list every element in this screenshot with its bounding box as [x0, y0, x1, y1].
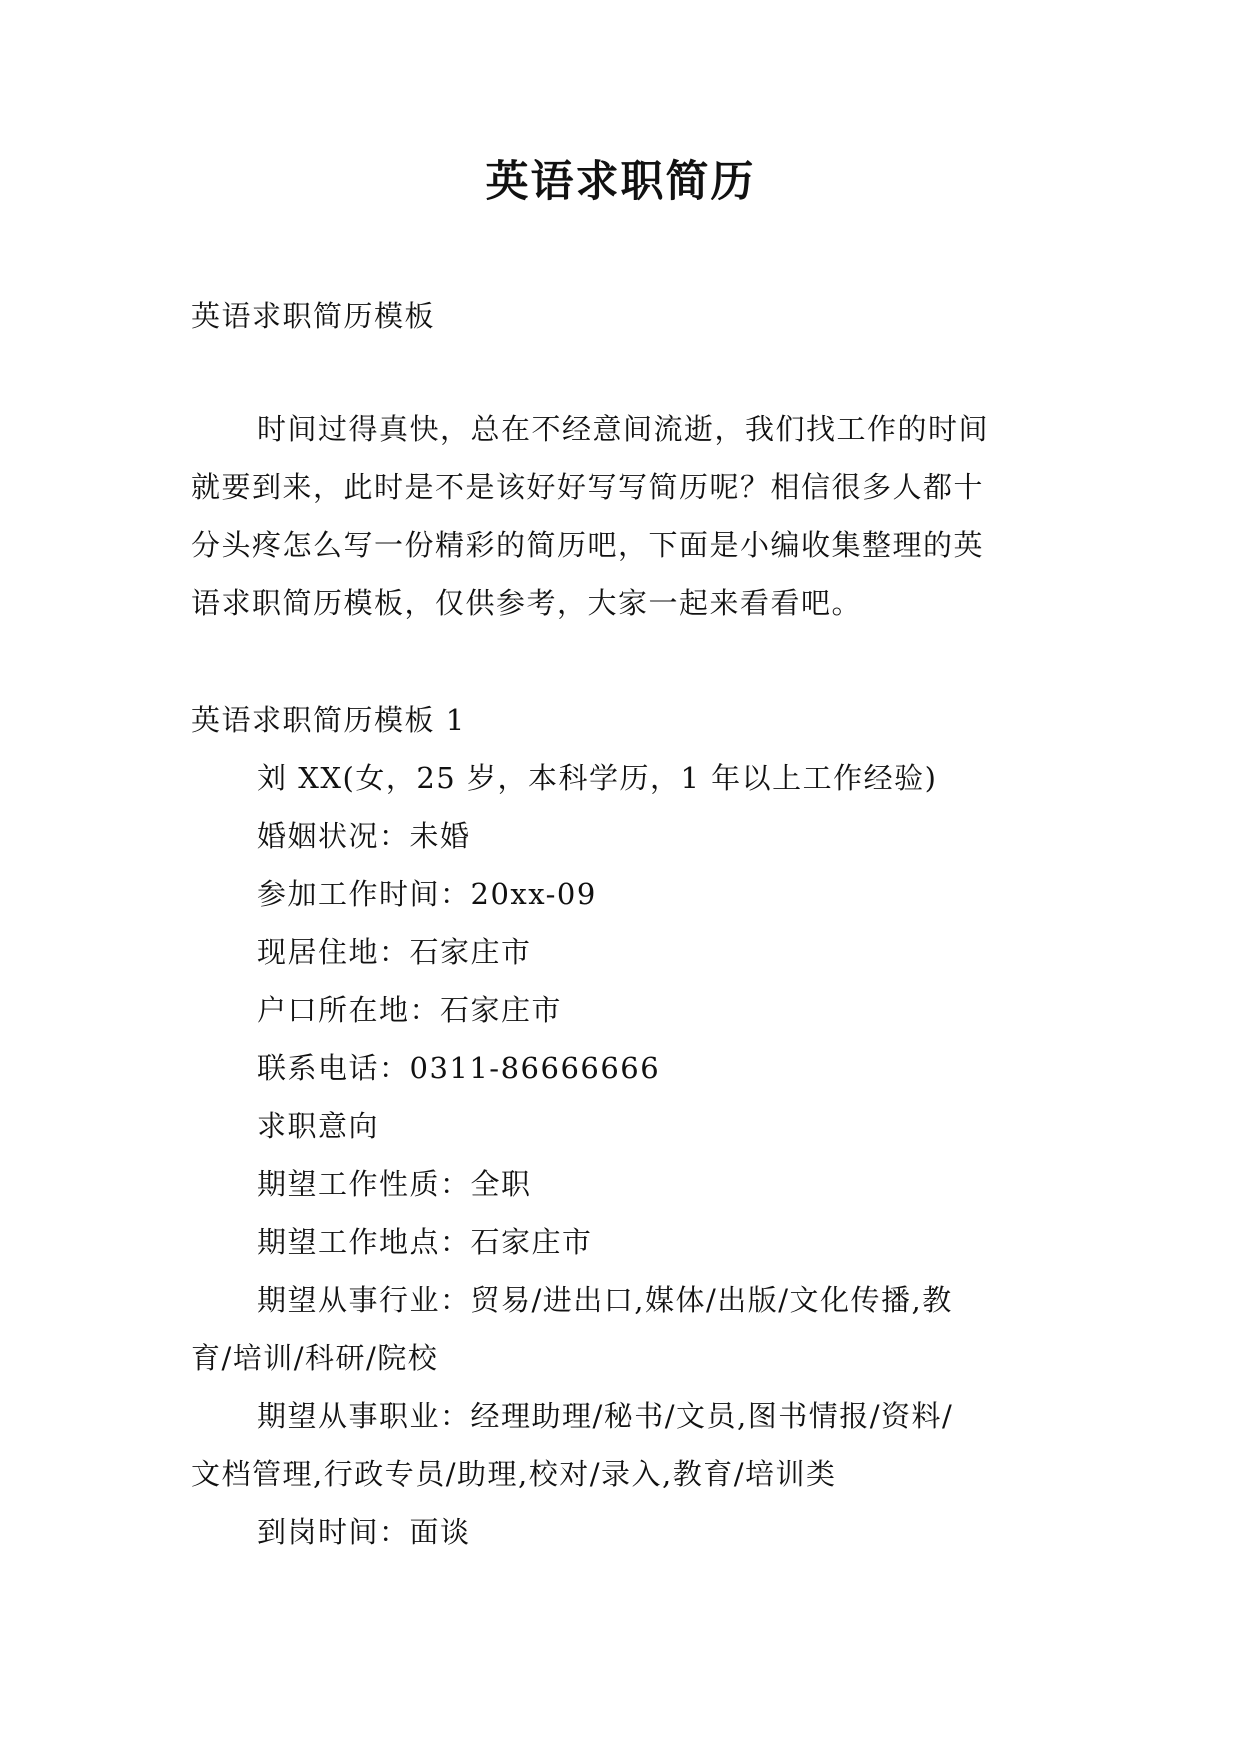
- entry-industry-line-2: 育/培训/科研/院校: [191, 1341, 439, 1375]
- entry-industry-line-1: 期望从事行业：贸易/进出口,媒体/出版/文化传播,教: [257, 1283, 953, 1317]
- subtitle: 英语求职简历模板: [191, 299, 436, 333]
- template-heading: 英语求职简历模板 1: [191, 703, 466, 737]
- entry-marital-status: 婚姻状况：未婚: [257, 819, 471, 853]
- entry-job-location: 期望工作地点：石家庄市: [257, 1225, 593, 1259]
- entry-residence: 现居住地：石家庄市: [257, 935, 532, 969]
- entry-phone: 联系电话：0311-86666666: [257, 1051, 661, 1085]
- entry-hukou: 户口所在地：石家庄市: [257, 993, 563, 1027]
- intro-line-1: 时间过得真快，总在不经意间流逝，我们找工作的时间: [257, 412, 990, 446]
- entry-name: 刘 XX(女，25 岁，本科学历，1 年以上工作经验): [257, 761, 938, 795]
- entry-job-type: 期望工作性质：全职: [257, 1167, 532, 1201]
- entry-job-intention: 求职意向: [257, 1109, 380, 1143]
- intro-line-2: 就要到来，此时是不是该好好写写简历呢？相信很多人都十: [191, 470, 985, 504]
- intro-line-4: 语求职简历模板，仅供参考，大家一起来看看吧。: [191, 586, 863, 620]
- entry-start-date: 到岗时间：面谈: [257, 1515, 471, 1549]
- document-title: 英语求职简历: [485, 157, 756, 207]
- intro-line-3: 分头疼怎么写一份精彩的简历吧，下面是小编收集整理的英: [191, 528, 985, 562]
- entry-work-start: 参加工作时间：20xx-09: [257, 877, 597, 911]
- entry-occupation-line-2: 文档管理,行政专员/助理,校对/录入,教育/培训类: [191, 1457, 837, 1491]
- entry-occupation-line-1: 期望从事职业：经理助理/秘书/文员,图书情报/资料/: [257, 1399, 954, 1433]
